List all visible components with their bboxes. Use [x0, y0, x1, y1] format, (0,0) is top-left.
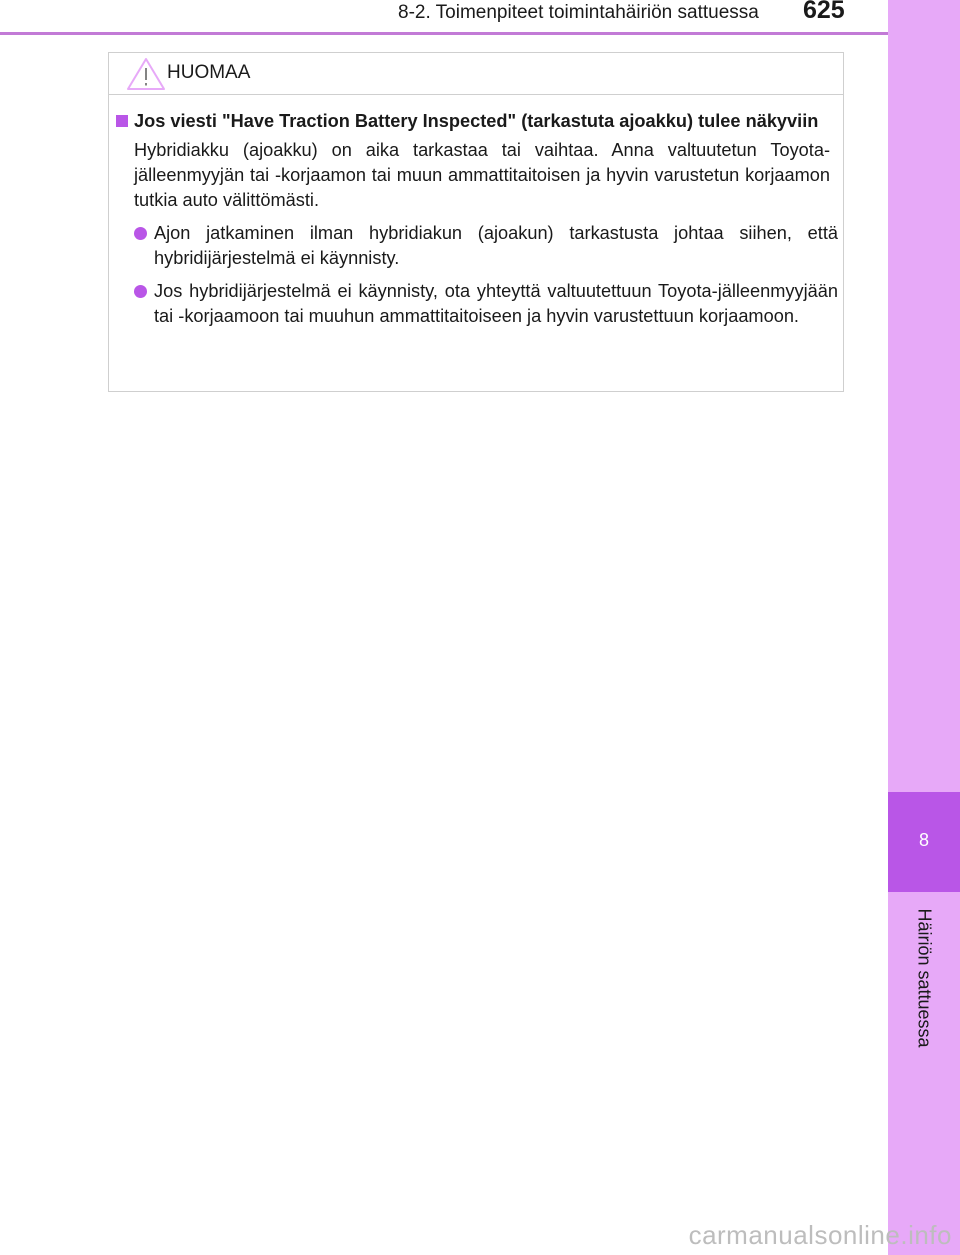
bullet-text: Ajon jatkaminen ilman hybridiakun (ajoakun) tarkastusta johtaa siihen, että hybridijärjestelmä ei käynnisty. — [154, 223, 838, 268]
notice-header — [109, 53, 843, 95]
section-header-title: 8-2. Toimenpiteet toimintahäiriön sattuessa — [398, 2, 759, 23]
notice-label: HUOMAA — [167, 62, 251, 83]
warning-triangle-icon — [126, 57, 166, 91]
chapter-title: Häiriön sattuessa — [914, 908, 935, 1048]
round-bullet-icon — [134, 285, 147, 298]
notice-box — [108, 52, 844, 392]
page-header — [0, 0, 888, 36]
list-item — [134, 221, 838, 271]
chapter-number: 8 — [918, 830, 929, 850]
chapter-number-box — [888, 792, 960, 892]
bullet-text: Jos hybridijärjestelmä ei käynnisty, ota yhteyttä valtuutettuun Toyota-jälleenmyyjään tai -korjaamoon tai muuhun ammattitaitoiseen ja hyvin varustettuun korjaamoon. — [154, 281, 838, 326]
watermark: carmanualsonline.info — [688, 1220, 952, 1250]
chapter-side-tab — [888, 0, 960, 1255]
round-bullet-icon — [134, 227, 147, 240]
notice-section-title: Jos viesti "Have Traction Battery Inspected" (tarkastuta ajoakku) tulee näkyviin — [134, 111, 819, 131]
notice-content — [116, 109, 838, 329]
square-bullet-icon — [116, 115, 128, 127]
list-item — [134, 279, 838, 329]
notice-section-body: Hybridiakku (ajoakku) on aika tarkastaa tai vaihtaa. Anna valtuutetun Toyota-jälleenmyyjän tai -korjaamon tai muun ammattitaitoisen ja hyvin varustetun korjaamon tutkia auto välittömästi. — [134, 140, 830, 210]
page-number: 625 — [803, 0, 845, 24]
header-divider — [0, 32, 888, 35]
notice-section-heading — [116, 109, 838, 134]
